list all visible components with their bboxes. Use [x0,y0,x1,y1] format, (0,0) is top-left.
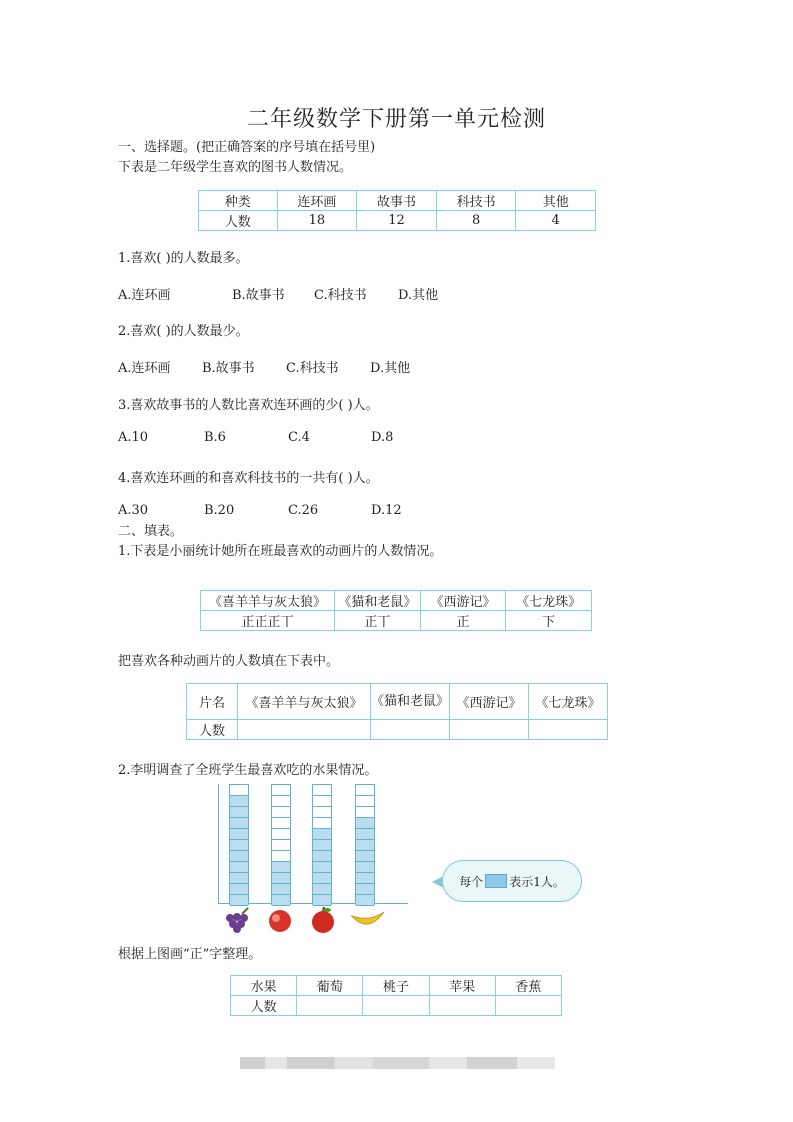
banana-icon [350,908,386,930]
answer-cell[interactable] [429,996,495,1016]
q1-option-d[interactable]: D.其他 [398,288,439,303]
answer-cell[interactable] [363,996,429,1016]
tally-prompt: 根据上图画“正”字整理。 [118,947,262,962]
bar-苹果 [312,784,332,905]
bar-cell [272,862,290,873]
bar-cell [230,851,248,862]
table-cell: 其他 [516,191,596,211]
bar-cell [313,818,331,829]
bar-cell [272,796,290,807]
q1-option-b[interactable]: B.故事书 [232,288,285,303]
table-cell: 4 [516,211,596,231]
table-cell: 《猫和老鼠》 [371,684,450,720]
answer-cell[interactable] [297,996,363,1016]
bar-cell [230,785,248,796]
footer-watermark [240,1057,555,1069]
q2-option-d[interactable]: D.其他 [370,361,411,376]
peach-icon [266,906,294,934]
bar-cell [313,840,331,851]
table-cell: 《西游记》 [450,684,529,720]
fruit-table [230,975,562,1016]
bar-cell [313,884,331,895]
bar-cell [230,895,248,906]
answer-cell[interactable] [450,720,529,740]
bar-cell [272,884,290,895]
bar-cell [356,851,374,862]
tally-cell: 正 [420,611,506,631]
answer-cell[interactable] [371,720,450,740]
bar-cell [356,840,374,851]
fill-prompt: 把喜欢各种动画片的人数填在下表中。 [118,654,340,669]
table-cell: 《七龙珠》 [529,684,608,720]
q3-option-d[interactable]: D.8 [371,430,394,445]
table-cell: 《喜羊羊与灰太狼》 [201,591,335,611]
bar-cell [313,895,331,906]
table-cell: 人数 [231,996,297,1016]
table-cell: 12 [357,211,437,231]
chart-y-axis [218,784,219,904]
question-3: 3.喜欢故事书的人数比喜欢连环画的少( )人。 [118,398,379,413]
q2-option-a[interactable]: A.连环画 [118,361,171,376]
answer-cell[interactable] [529,720,608,740]
bar-cell [272,873,290,884]
table-cell: 葡萄 [297,976,363,996]
table-cell: 8 [436,211,516,231]
table-cell: 《喜羊羊与灰太狼》 [238,684,371,720]
bar-香蕉 [355,784,375,905]
bar-cell [230,807,248,818]
section1-heading: 一、选择题。(把正确答案的序号填在括号里) [118,140,376,155]
bar-cell [313,829,331,840]
legend-suffix: 表示1人。 [509,874,565,889]
bar-cell [230,884,248,895]
square-icon [485,874,507,888]
question-1: 1.喜欢( )的人数最多。 [118,251,249,266]
bar-cell [313,785,331,796]
bar-cell [230,840,248,851]
q2-option-c[interactable]: C.科技书 [286,361,339,376]
legend-bubble [442,860,582,902]
q2-option-b[interactable]: B.故事书 [202,361,255,376]
q3-option-c[interactable]: C.4 [288,430,310,445]
bar-cell [356,807,374,818]
table-cell: 片名 [187,684,238,720]
section2-p1-text: 1.下表是小丽统计她所在班最喜欢的动画片的人数情况。 [118,544,443,559]
cartoon-tally-table [200,590,592,631]
table-cell: 水果 [231,976,297,996]
section2-heading: 二、填表。 [118,524,184,539]
page-title: 二年级数学下册第一单元检测 [246,107,546,132]
bar-葡萄 [229,784,249,905]
q3-option-b[interactable]: B.6 [204,430,226,445]
q4-option-c[interactable]: C.26 [288,503,319,518]
table-cell: 人数 [187,720,238,740]
tally-cell: 下 [506,611,592,631]
bar-cell [272,785,290,796]
table-cell: 人数 [199,211,278,231]
bar-cell [230,862,248,873]
apple-icon [309,906,337,934]
tally-cell: 正丅 [335,611,421,631]
q1-option-a[interactable]: A.连环画 [118,288,171,303]
bar-cell [272,895,290,906]
book-table [198,190,596,231]
table-cell: 苹果 [429,976,495,996]
bar-cell [356,895,374,906]
bar-cell [313,862,331,873]
bar-cell [272,807,290,818]
table-cell: 香蕉 [495,976,561,996]
bar-cell [230,818,248,829]
bar-cell [313,851,331,862]
cartoon-fill-table [186,683,608,740]
bar-cell [356,785,374,796]
q4-option-b[interactable]: B.20 [204,503,235,518]
table-cell: 《猫和老鼠》 [335,591,421,611]
bar-cell [356,796,374,807]
bar-cell [356,862,374,873]
table-cell: 科技书 [436,191,516,211]
answer-cell[interactable] [238,720,371,740]
answer-cell[interactable] [495,996,561,1016]
question-2: 2.喜欢( )的人数最少。 [118,324,249,339]
bar-cell [356,873,374,884]
grape-icon [222,906,254,934]
table-cell: 种类 [199,191,278,211]
table-cell: 18 [277,211,357,231]
q3-option-a[interactable]: A.10 [118,430,149,445]
bar-cell [230,796,248,807]
bar-cell [272,840,290,851]
q4-option-d[interactable]: D.12 [371,503,402,518]
bar-桃子 [271,784,291,905]
bar-cell [356,829,374,840]
bar-cell [356,884,374,895]
table-cell: 桃子 [363,976,429,996]
bar-cell [356,818,374,829]
legend-prefix: 每个 [459,874,484,889]
section1-intro: 下表是二年级学生喜欢的图书人数情况。 [118,160,353,175]
bar-cell [313,796,331,807]
bar-cell [272,851,290,862]
q4-option-a[interactable]: A.30 [118,503,149,518]
bar-cell [272,818,290,829]
table-cell: 《七龙珠》 [506,591,592,611]
bar-cell [230,829,248,840]
bar-cell [313,807,331,818]
table-cell: 故事书 [357,191,437,211]
question-4: 4.喜欢连环画的和喜欢科技书的一共有( )人。 [118,471,379,486]
bar-cell [313,873,331,884]
section2-p2-text: 2.李明调查了全班学生最喜欢吃的水果情况。 [118,763,378,778]
tally-cell: 正正正丅 [201,611,335,631]
bar-cell [230,873,248,884]
table-cell: 《西游记》 [420,591,506,611]
bar-cell [272,829,290,840]
q1-option-c[interactable]: C.科技书 [314,288,367,303]
table-cell: 连环画 [277,191,357,211]
